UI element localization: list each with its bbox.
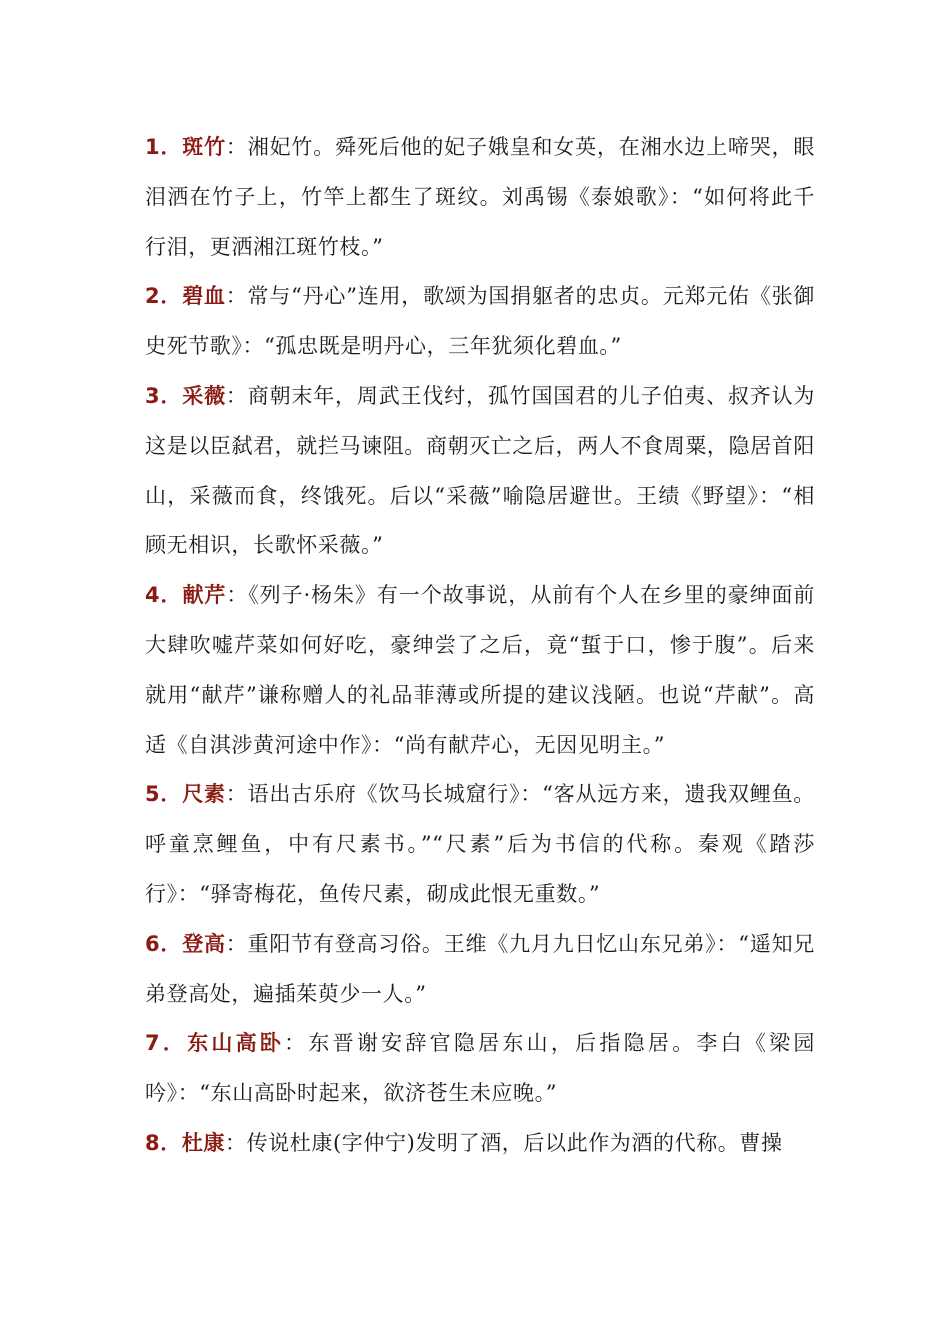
list-item <box>145 272 815 372</box>
entry-term: 献芹 <box>182 583 227 608</box>
list-item <box>145 571 815 770</box>
entry-number: 1． <box>145 135 183 159</box>
entry-number: 2． <box>145 284 183 309</box>
list-item <box>145 372 815 571</box>
entry-number: 4． <box>145 583 183 608</box>
entry-text: ：《列子·杨朱》有一个故事说，从前有个人在乡里的豪绅面前大肆吹嘘芹菜如何好吃，豪绅尝了之后，竟“蜇于口，惨于腹”。后来就用“献芹”谦称赠人的礼品菲薄或所提的建议浅陋。也说“芹献”。高适《自淇涉黄河途中作》：“尚有献芹心，无因见明主。” <box>145 583 816 757</box>
entry-text: ：重阳节有登高习俗。王维《九月九日忆山东兄弟》：“遥知兄弟登高处，遍插茱萸少一人。” <box>145 931 816 1006</box>
list-item <box>145 123 815 272</box>
entry-text: ：语出古乐府《饮马长城窟行》：“客从远方来，遗我双鲤鱼。呼童烹鲤鱼，中有尺素书。”“尺素”后为书信的代称。秦观《踏莎行》：“驿寄梅花，鱼传尺素，砌成此恨无重数。” <box>145 782 816 906</box>
entry-number: 8． <box>145 1130 182 1155</box>
entry-number: 7． <box>145 1031 188 1056</box>
entry-text: ：传说杜康(字仲宁)发明了酒，后以此作为酒的代称。曹操 <box>225 1130 783 1155</box>
entry-term: 杜康 <box>181 1130 226 1155</box>
entry-term: 采薇 <box>182 383 226 408</box>
entry-term: 斑竹 <box>182 135 226 159</box>
entry-number: 6． <box>145 931 183 956</box>
list-item <box>145 770 815 919</box>
entry-term: 尺素 <box>182 782 226 807</box>
entry-text: ：常与“丹心”连用，歌颂为国捐躯者的忠贞。元郑元佑《张御史死节歌》：“孤忠既是明丹心，三年犹须化碧血。” <box>145 284 816 359</box>
list-item <box>145 1119 815 1169</box>
entry-term: 碧血 <box>182 284 226 309</box>
list-item <box>145 1019 815 1119</box>
entry-term: 东山高卧 <box>187 1031 285 1056</box>
entry-number: 5． <box>145 782 183 807</box>
allusion-list <box>145 123 815 1169</box>
entry-text: ：商朝末年，周武王伐纣，孤竹国国君的儿子伯夷、叔齐认为这是以臣弑君，就拦马谏阻。商朝灭亡之后，两人不食周粟，隐居首阳山，采薇而食，终饿死。后以“采薇”喻隐居避世。王绩《野望》：“相顾无相识，长歌怀采薇。” <box>145 383 815 558</box>
entry-term: 登高 <box>182 931 226 956</box>
entry-text: ：东晋谢安辞官隐居东山，后指隐居。李白《梁园吟》：“东山高卧时起来，欲济苍生未应晚。” <box>145 1031 816 1106</box>
entry-text: ：湘妃竹。舜死后他的妃子娥皇和女英，在湘水边上啼哭，眼泪洒在竹子上，竹竿上都生了斑纹。刘禹锡《泰娘歌》：“如何将此千行泪，更洒湘江斑竹枝。” <box>145 135 815 259</box>
list-item <box>145 920 815 1020</box>
entry-number: 3． <box>145 383 183 408</box>
